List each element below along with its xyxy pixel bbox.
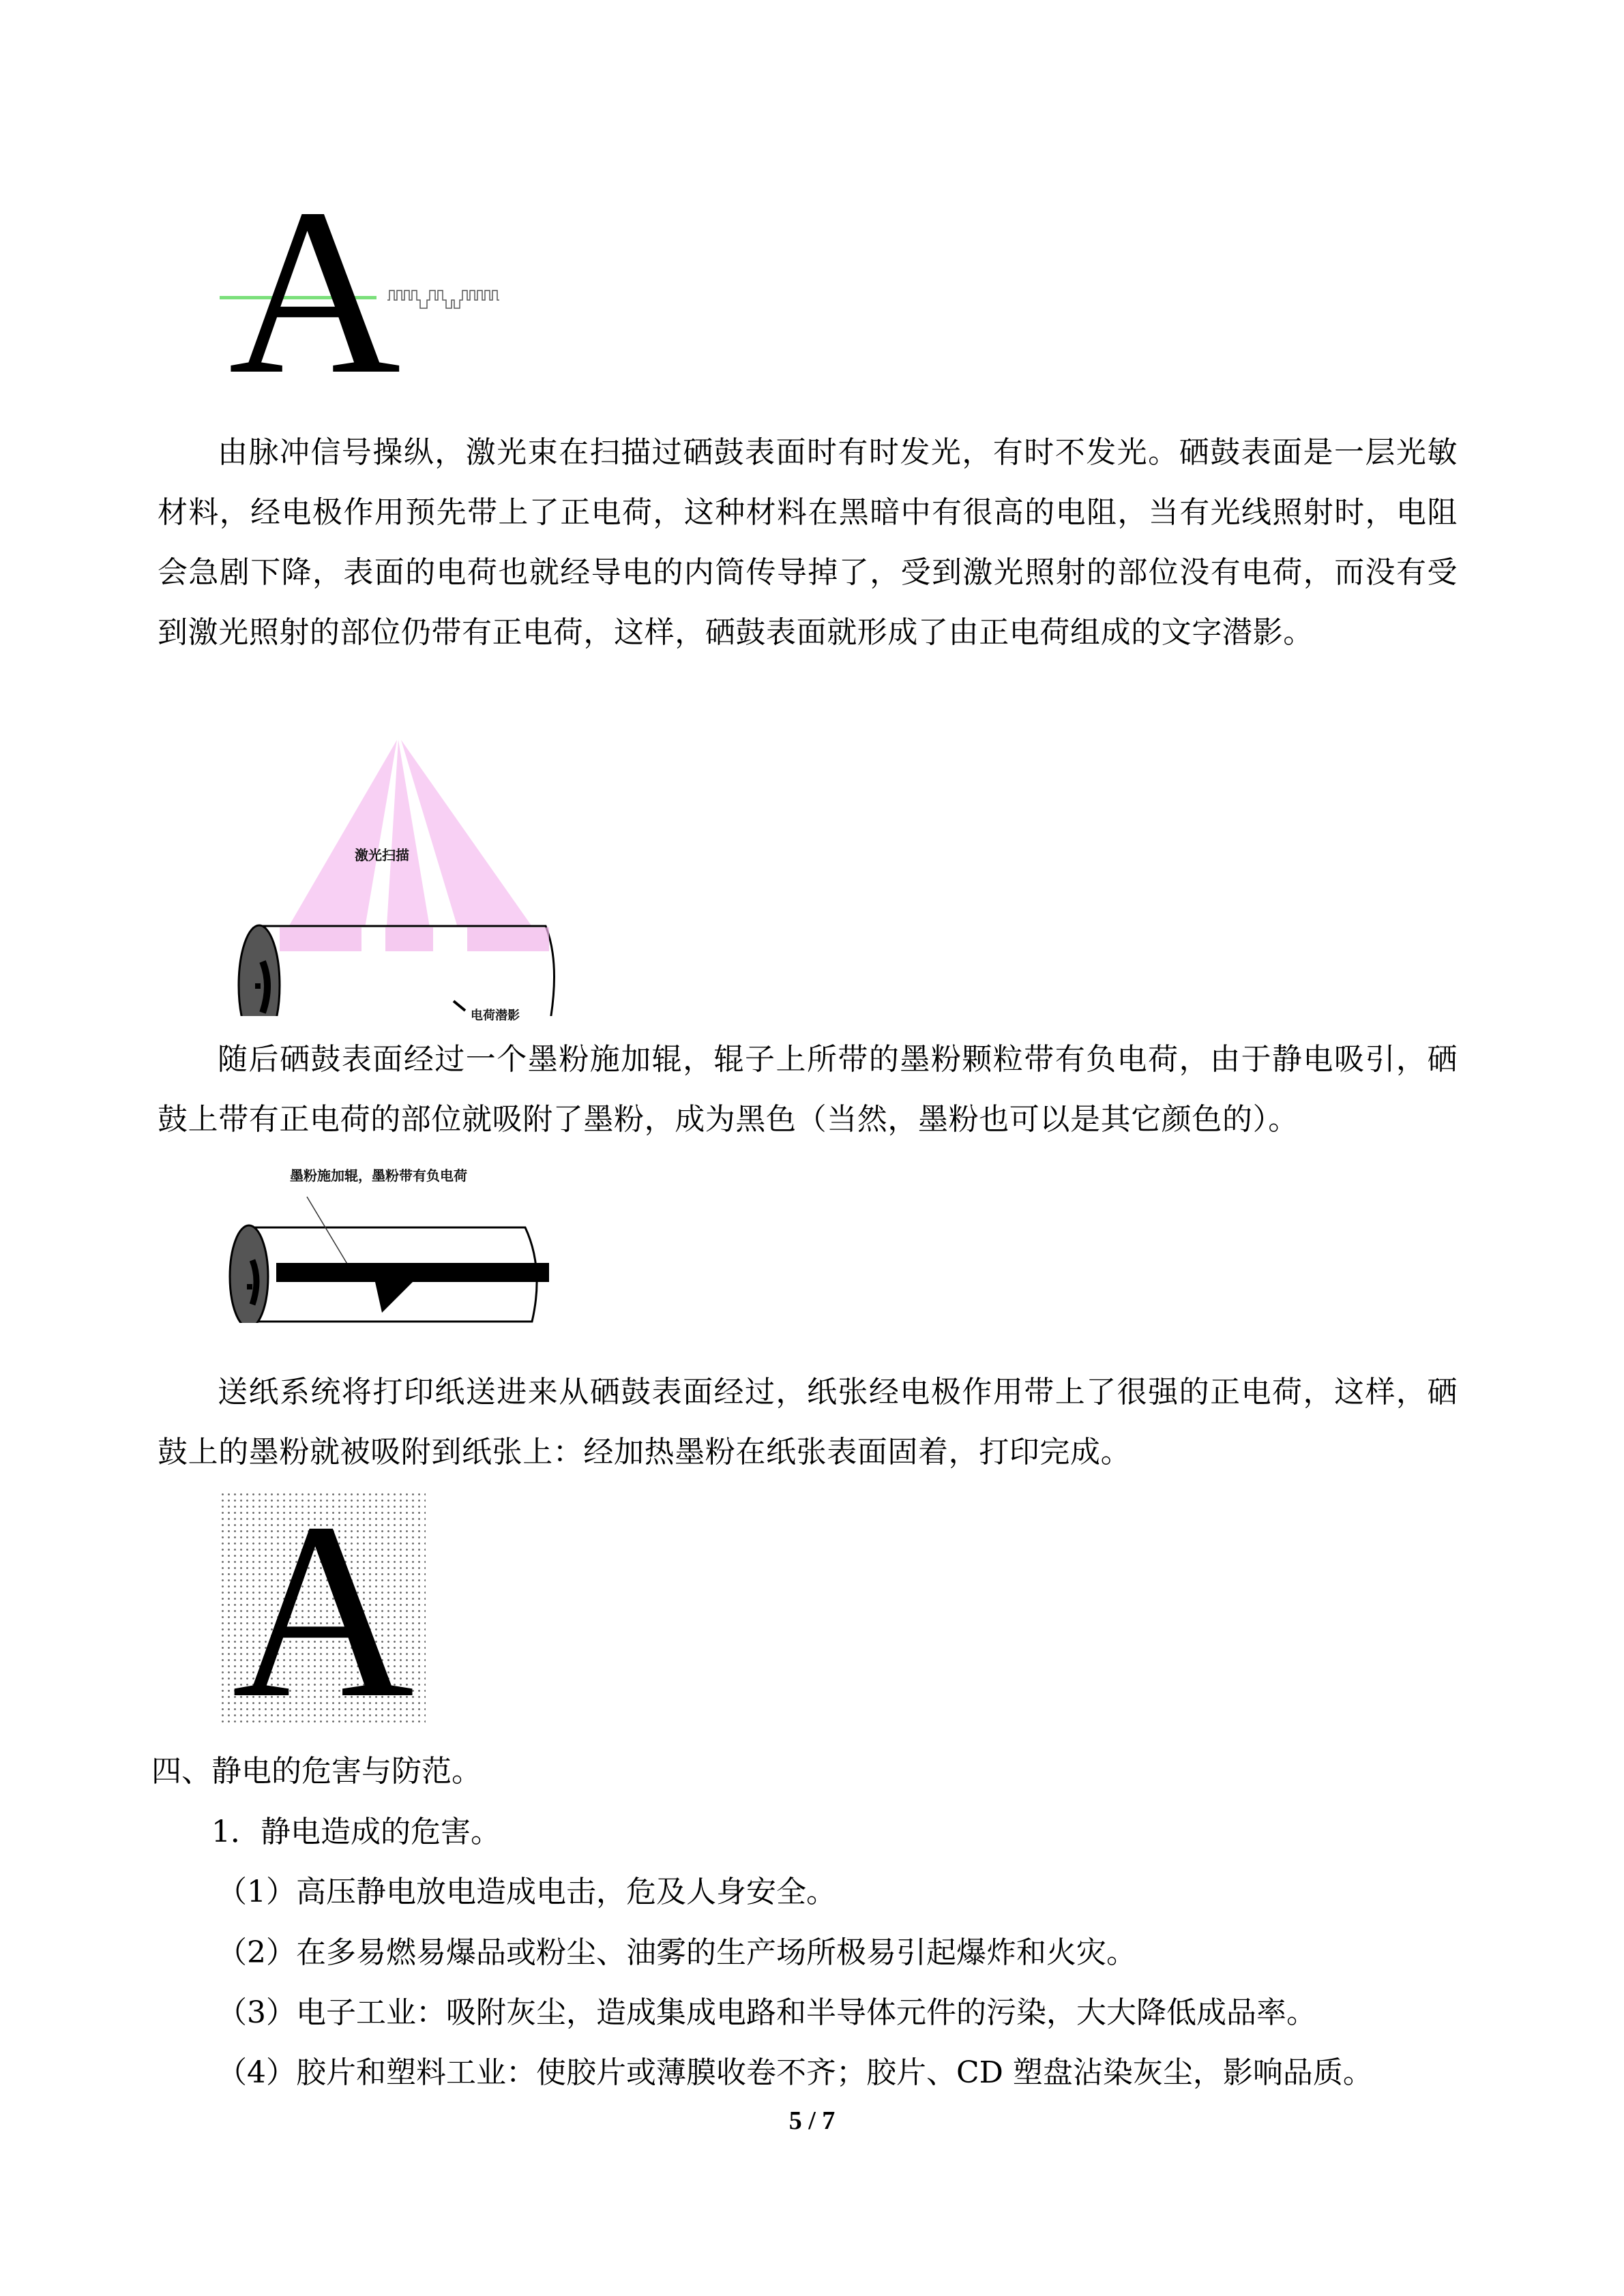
drum-laser-diagram (218, 730, 628, 1016)
toner-roller-label: 墨粉施加辊，墨粉带有负电荷 (290, 1167, 467, 1184)
letter-a-image: A (232, 1471, 415, 1750)
subsection-heading: 1．静电造成的危害。 (211, 1815, 501, 1849)
drum-laser-scan-figure (218, 730, 628, 1023)
laser-scan-letter-figure (211, 159, 675, 423)
pulse-signal-icon (387, 286, 551, 314)
hazard-item-4: （4）胶片和塑料工业：使胶片或薄膜收卷不齐；胶片、CD 塑盘沾染灰尘，影响品质。 (217, 2055, 1373, 2090)
drum-toner-roller-figure (218, 1159, 628, 1323)
printed-letter-figure (220, 1471, 426, 1750)
hazard-item-3: （3）电子工业：吸附灰尘，造成集成电路和半导体元件的污染，大大降低成品率。 (217, 1995, 1316, 2030)
laser-scan-label: 激光扫描 (355, 847, 409, 863)
paragraph-paper-feed: 送纸系统将打印纸送进来从硒鼓表面经过，纸张经电极作用带上了很强的正电荷，这样，硒鼓上的墨粉就被吸附到纸张上：经加热墨粉在纸张表面固着，打印完成。 (158, 1375, 1458, 1470)
paragraph-photosensitive-drum: 由脉冲信号操纵，激光束在扫描过硒鼓表面时有时发光，有时不发光。硒鼓表面是一层光敏材料，经电极作用预先带上了正电荷，这种材料在黑暗中有很高的电阻，当有光线照射时，电阻会急剧下降，表面的电荷也就经导电的内筒传导掉了，受到激光照射的部位没有电荷，而没有受到激光照射的部位仍带有正电荷，这样，硒鼓表面就形成了由正电荷组成的文字潜影。 (158, 435, 1458, 650)
section-heading: 四、静电的危害与防范。 (151, 1754, 482, 1789)
letter-a-image: A (228, 159, 401, 423)
charge-latent-image-label: 电荷潜影 (471, 1009, 520, 1023)
page-number: 5 / 7 (788, 2106, 836, 2135)
hazard-item-1: （1）高压静电放电造成电击，危及人身安全。 (217, 1875, 836, 1909)
paragraph-toner-roller: 随后硒鼓表面经过一个墨粉施加辊，辊子上所带的墨粉颗粒带有负电荷，由于静电吸引，硒鼓上带有正电荷的部位就吸附了墨粉，成为黑色（当然，墨粉也可以是其它颜色的）。 (158, 1042, 1458, 1137)
hazard-item-2: （2）在多易燃易爆品或粉尘、油雾的生产场所极易引起爆炸和火灾。 (217, 1935, 1136, 1970)
